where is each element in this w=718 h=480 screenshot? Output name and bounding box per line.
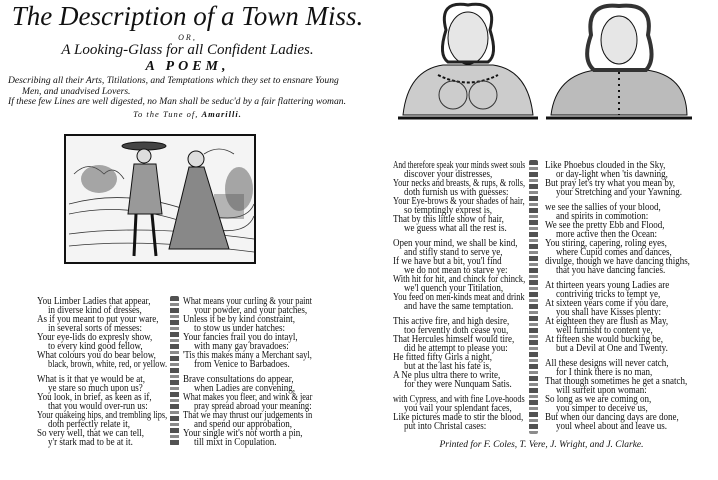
- verse-line: in several sorts of messes:: [48, 323, 142, 334]
- verse-line: did he attempt to please you:: [404, 343, 508, 354]
- verse-line: with Cypress, and with fine Love-hoods: [393, 394, 525, 405]
- verse-row: [545, 422, 707, 431]
- verse-row: [393, 422, 570, 431]
- verse-line: That Hercules himself would tire,: [393, 334, 515, 345]
- verse-line: and spirits in commotion:: [556, 211, 649, 222]
- stanza: [393, 239, 570, 311]
- stanza: [393, 317, 570, 389]
- verse-line: With hit for hit, and chinck for chinck,: [393, 274, 526, 285]
- verse-line: we'l quench your Titilation,: [404, 283, 504, 294]
- verse-line: put into Christal cases:: [404, 421, 487, 432]
- verse-line: doth perfectly relate it,: [48, 419, 130, 430]
- verse-line: discover your distresses,: [404, 169, 493, 180]
- verse-line: or day-light when 'tis dawning,: [556, 169, 668, 180]
- ornament-border: [170, 296, 179, 446]
- verse-line: for they were Nunquam Satis.: [404, 379, 512, 390]
- woodcut-image: [64, 134, 256, 264]
- verse-line: your powder, and your patches,: [194, 305, 308, 316]
- verse-line: Your quakeing hips, and trembling lips,: [37, 410, 168, 421]
- verse-line: where Cupid comes and dances,: [556, 247, 672, 258]
- verse-line: That by this little show of hair,: [393, 214, 504, 225]
- stanza: [183, 297, 340, 369]
- verse-line: A Ne plus ultra there to write,: [393, 370, 501, 381]
- stanza: [393, 161, 570, 233]
- verse-row: [545, 188, 707, 197]
- verse-line: Your necks and breasts, & rups, & rolls,: [393, 178, 526, 189]
- verse-row: [393, 380, 570, 389]
- stanza: [545, 203, 707, 275]
- description-line: If these few Lines are well digested, no Man shall be seduc'd by a fair flattering woman.: [8, 96, 346, 107]
- verse-line: doth furnish us with guesses:: [404, 187, 509, 198]
- verse-line: we guess what all the rest is.: [404, 223, 507, 234]
- verse-line: more active then the Ocean:: [556, 229, 657, 240]
- verse-line: Your eye-lids do expresly show,: [37, 332, 153, 343]
- verse-line: for I think there is no man,: [556, 367, 653, 378]
- verse-line: What means your curling & your paint: [183, 296, 312, 307]
- verse-line: pray spread abroad your meaning:: [194, 401, 312, 412]
- ballad-subtitle: A Looking-Glass for all Confident Ladies.: [61, 42, 314, 58]
- verse-line: you shall have Kisses plenty:: [556, 307, 661, 318]
- tune-line: [0, 109, 375, 119]
- verse-column-right-2: [545, 161, 707, 437]
- verse-line: Open your mind, we shall be kind,: [393, 238, 518, 249]
- verse-line: youl wheel about and leave us.: [556, 421, 667, 432]
- verse-line: in diverse kind of dresses,: [48, 305, 142, 316]
- verse-row: [183, 360, 340, 369]
- verse-line: You stiring, capering, roling eyes,: [545, 238, 667, 249]
- verse-line: ye stare so much upon us?: [48, 383, 143, 394]
- verse-line: All these designs will never catch,: [545, 358, 669, 369]
- verse-line: you simper to deceive us,: [556, 403, 648, 414]
- verse-line: too fervently doth cease you,: [404, 325, 509, 336]
- verse-line: when Ladies are convening,: [194, 383, 295, 394]
- verse-column-right-1: [393, 161, 570, 437]
- verse-line: At eighteen they are flush as May,: [545, 316, 669, 327]
- verse-column-left-2: [183, 297, 340, 453]
- verse-line: black, brown, white, red, or yellow.: [48, 359, 168, 370]
- verse-row: [393, 224, 570, 233]
- verse-line: So very well, that we can tell,: [37, 428, 144, 439]
- verse-row: [393, 302, 570, 311]
- verse-line: He fitted fifty Girls a night,: [393, 352, 492, 363]
- verse-row: [545, 266, 707, 275]
- verse-line: divulge, though we have dancing thighs,: [545, 256, 690, 267]
- verse-line: that you would over-run us:: [48, 401, 148, 412]
- verse-line: and have the same temptation.: [404, 301, 514, 312]
- verse-line: to every kind good fellow,: [48, 341, 143, 352]
- verse-line: That though sometimes he get a snatch,: [545, 376, 688, 387]
- verse-line: What colours you do bear below,: [37, 350, 156, 361]
- verse-line: You look, in brief, as keen as if,: [37, 392, 152, 403]
- stanza: [545, 281, 707, 353]
- verse-line: What is it that ye would be at,: [37, 374, 145, 385]
- stanza: [393, 395, 570, 431]
- verse-line: But when our dancing days are done,: [545, 412, 679, 423]
- verse-line: contriving tricks to tempt ye,: [556, 289, 661, 300]
- stanza: [183, 375, 340, 447]
- verse-line: As if you meant to put your ware,: [37, 314, 159, 325]
- verse-line: but a Devil at One and Twenty.: [556, 343, 668, 354]
- description-line: Men, and unadvised Lovers.: [22, 85, 131, 97]
- verse-line: and stifly stand to serve ye,: [404, 247, 503, 258]
- stanza: [545, 359, 707, 431]
- verse-line: we do not mean to starve ye:: [404, 265, 508, 276]
- verse-line: with many gay bravadoes:: [194, 341, 289, 352]
- verse-line: 'Tis this makes many a Merchant sayl,: [183, 350, 312, 361]
- verse-line: And therefore speak your minds sweet souls: [393, 160, 526, 171]
- verse-line: will surfeit upon woman:: [556, 385, 647, 396]
- description-line: Describing all their Arts, Titilations, and Temptations which they set to ensnare Young: [8, 75, 339, 86]
- ballad-title: The Description of a Town Miss.: [11, 1, 364, 31]
- verse-line: At thirteen years young Ladies are: [545, 280, 670, 291]
- verse-line: well furnisht to content ye,: [556, 325, 653, 336]
- verse-line: to stow us under hatches:: [194, 323, 285, 334]
- verse-line: That we may thrust our judgements in: [183, 410, 313, 421]
- verse-line: and spend our approbation,: [194, 419, 292, 430]
- verse-line: What makes you fleer, and wink & jear: [183, 392, 313, 403]
- verse-line: If we have but a bit, you'l find: [393, 256, 502, 267]
- verse-line: y'r stark mad to be at it.: [48, 437, 133, 448]
- or-label: OR,: [178, 33, 197, 42]
- verse-line: that you have dancing fancies.: [556, 265, 666, 276]
- tune-name: Amarilli.: [201, 109, 242, 119]
- verse-line: Brave consultations do appear,: [183, 374, 294, 385]
- verse-line: Your fancies frail you do intayl,: [183, 332, 298, 343]
- verse-line: Like Phoebus clouded in the Sky,: [545, 160, 666, 171]
- verse-line: so temptingly exprest is,: [404, 205, 493, 216]
- tune-prefix: To the Tune of,: [133, 109, 202, 119]
- verse-line: Your Eye-brows & your shades of hair,: [393, 196, 525, 207]
- verse-line: This active fire, and high desire,: [393, 316, 510, 327]
- description: [8, 76, 373, 108]
- verse-line: from Venice to Barbadoes.: [194, 359, 290, 370]
- verse-row: [183, 438, 340, 447]
- stanza: [545, 161, 707, 197]
- portrait-man: [546, 0, 692, 122]
- verse-line: your Stretching and your Yawning.: [556, 187, 682, 198]
- verse-line: We see the pretty Ebb and Flood,: [545, 220, 665, 231]
- verse-line: Unless it be by kind constraint,: [183, 314, 295, 325]
- verse-row: [545, 344, 707, 353]
- portrait-woman: [398, 0, 538, 122]
- verse-line: But pray let's try what you mean by,: [545, 178, 676, 189]
- printer-imprint: Printed for F. Coles, T. Vere, J. Wright, and J. Clarke.: [439, 440, 644, 450]
- verse-line: Like pictures made to stir the blood,: [393, 412, 524, 423]
- verse-line: you vail your splendant faces,: [404, 403, 512, 414]
- verse-line: Your single wit's not worth a pin,: [183, 428, 303, 439]
- verse-line: At sixteen years come if you dare,: [545, 298, 669, 309]
- verse-line: but at the last his fate is,: [404, 361, 492, 372]
- verse-line: You feed on men-kinds meat and drink: [393, 292, 525, 303]
- poem-label: A POEM,: [145, 59, 230, 74]
- verse-line: So long as we are coming on,: [545, 394, 652, 405]
- verse-line: At fifteen she would bucking be,: [545, 334, 663, 345]
- verse-line: You Limber Ladies that appear,: [37, 296, 151, 307]
- ornament-border: [529, 160, 538, 434]
- verse-line: till mixt in Copulation.: [194, 437, 277, 448]
- verse-line: we see the sallies of your blood,: [545, 202, 661, 213]
